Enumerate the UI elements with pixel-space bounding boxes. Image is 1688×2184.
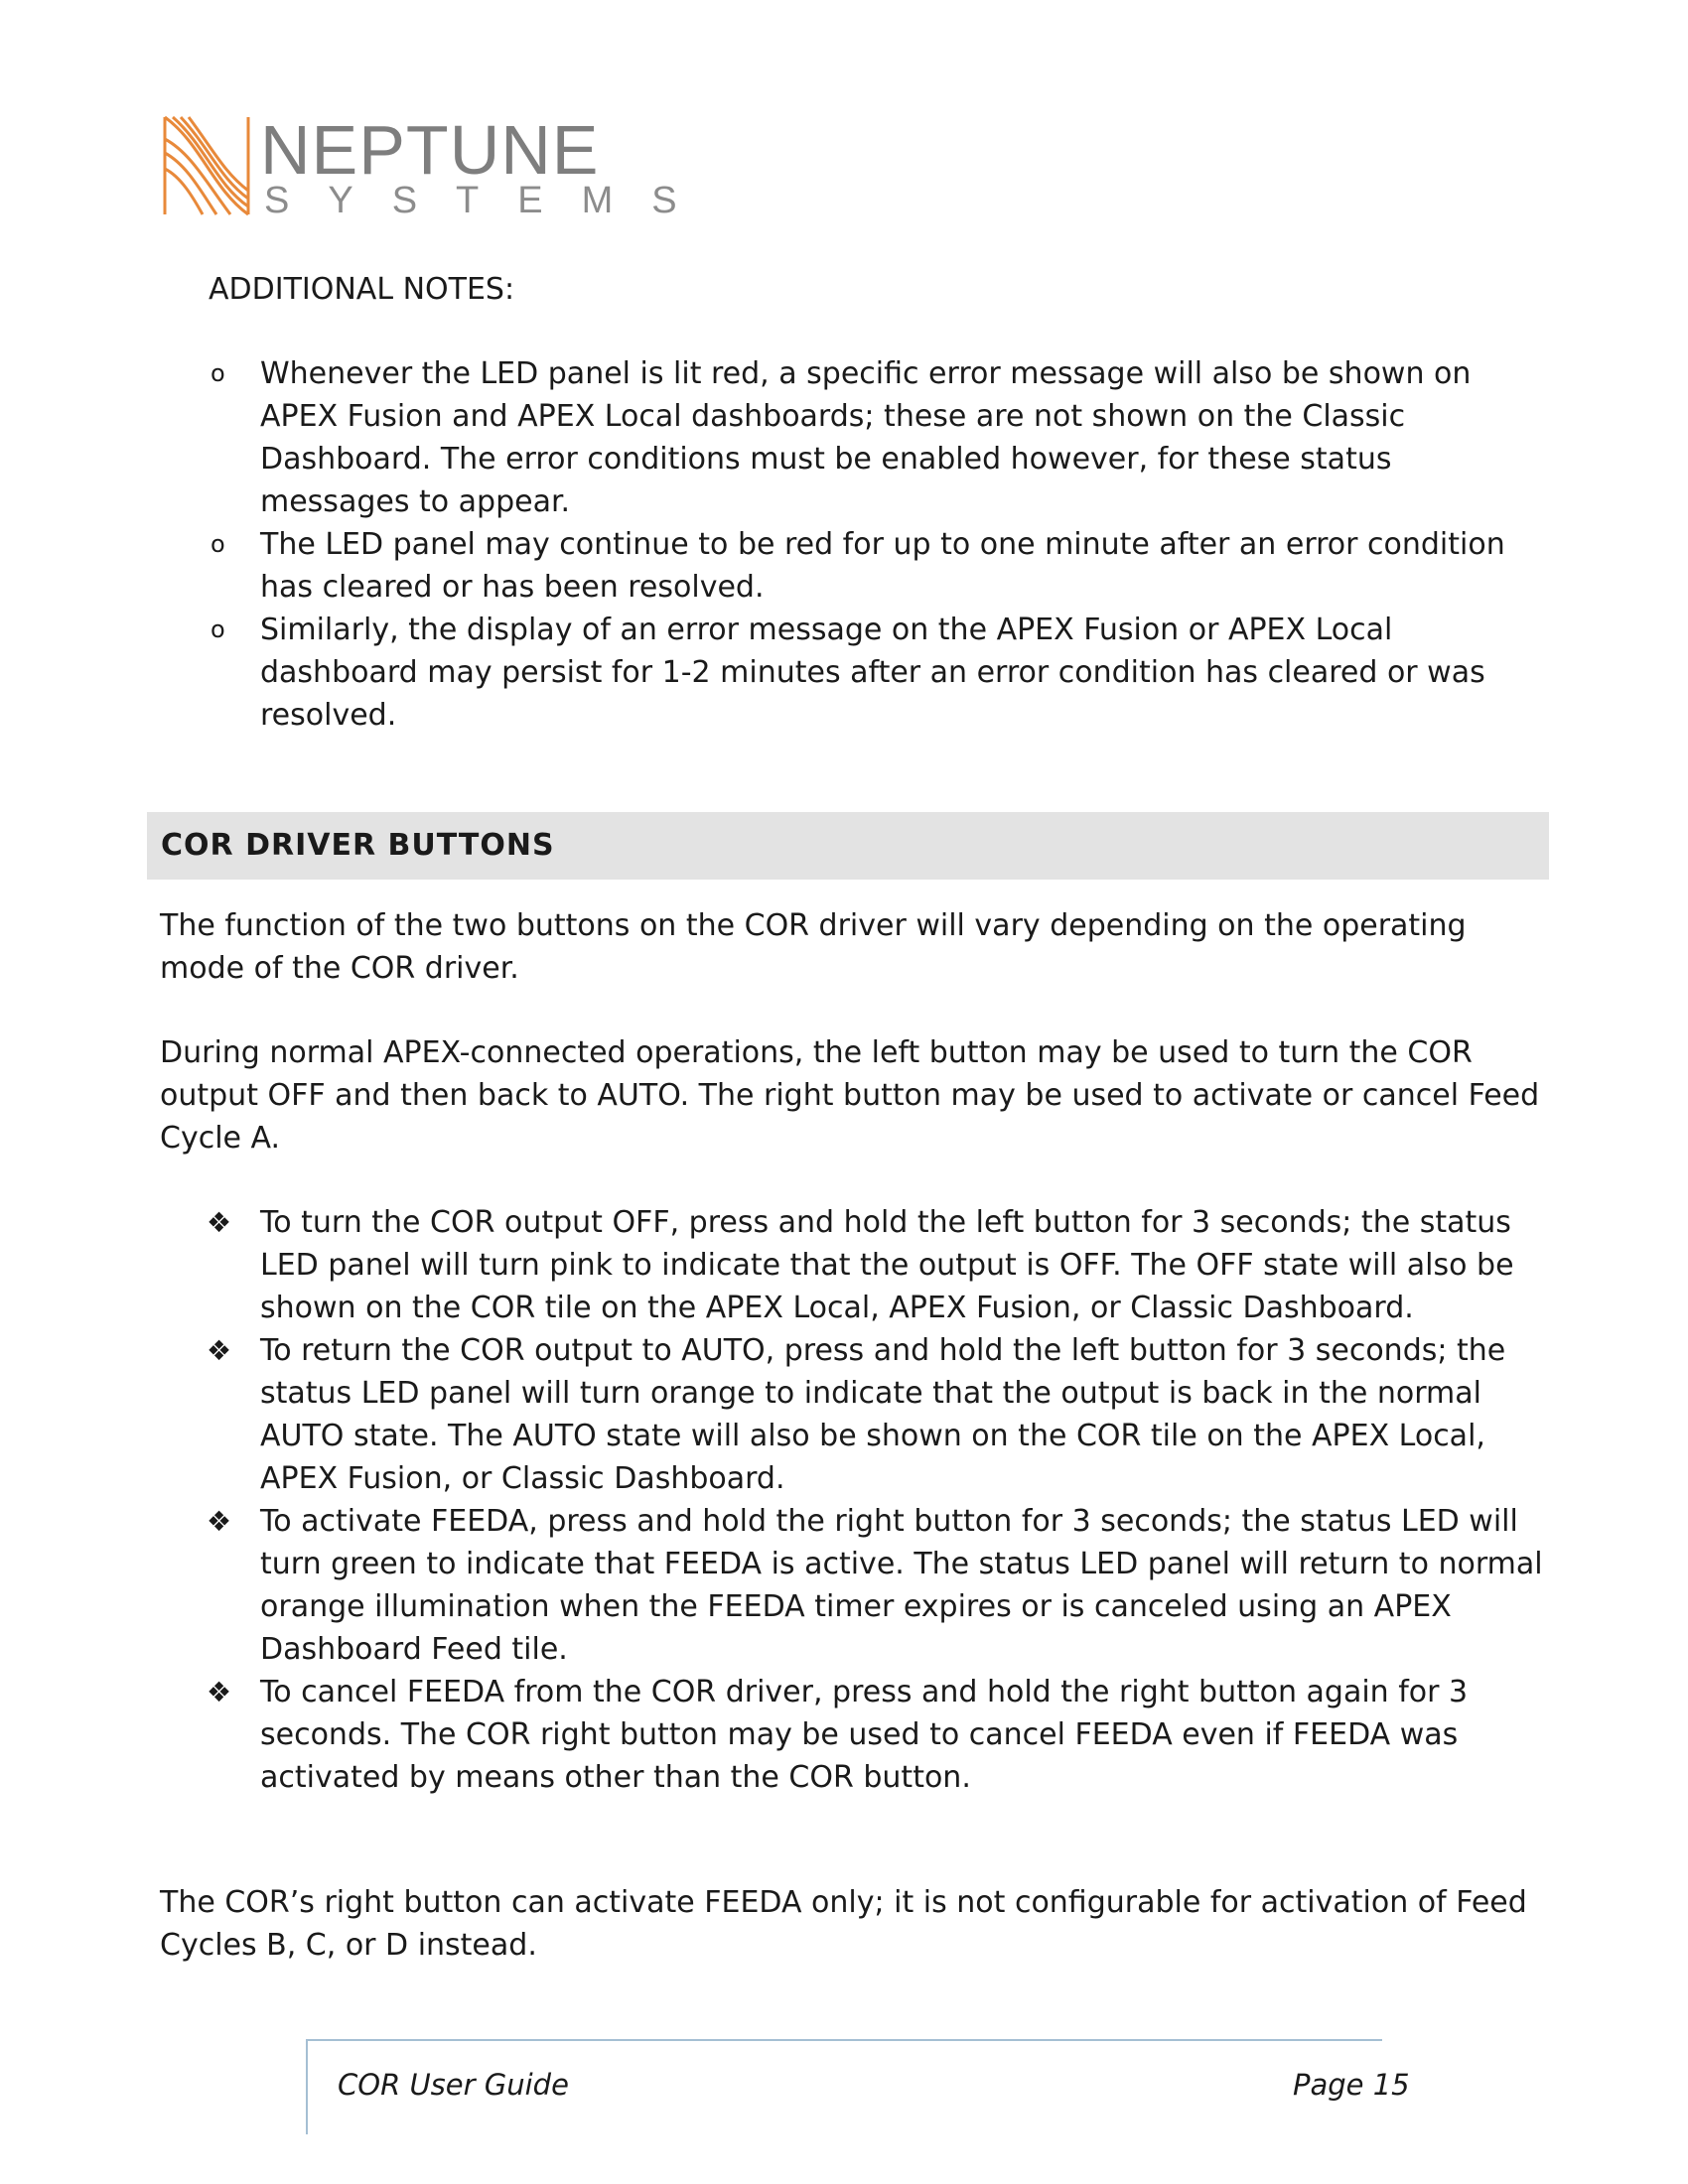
- section-header-bar: [147, 812, 1549, 880]
- list-item: [159, 352, 1549, 523]
- circle-bullet-icon: o: [211, 530, 225, 558]
- footer-document-title: COR User Guide: [338, 2068, 569, 2102]
- diamond-bullet-icon: ❖: [207, 1206, 232, 1239]
- list-item-text: To activate FEEDA, press and hold the right button for 3 seconds; the status LED will turn green to indicate that FEEDA is active. The status LED panel will return to normal orange illumination when the FEEDA timer expires or is canceled using an APEX Dashboard Feed tile.: [260, 1504, 1543, 1667]
- list-item: [159, 609, 1549, 737]
- list-item-text: The LED panel may continue to be red for up to one minute after an error condition has cleared or has been resolved.: [260, 527, 1505, 605]
- list-item-text: Similarly, the display of an error message on the APEX Fusion or APEX Local dashboard may persist for 1-2 minutes after an error condition has cleared or was resolved.: [260, 613, 1485, 733]
- circle-bullet-icon: o: [211, 359, 225, 387]
- list-item: [159, 1329, 1549, 1500]
- additional-notes-list: [159, 352, 1549, 737]
- list-item-text: To turn the COR output OFF, press and hold the left button for 3 seconds; the status LED panel will turn pink to indicate that the output is OFF. The OFF state will also be shown on the COR tile on the APEX Local, APEX Fusion, or Classic Dashboard.: [260, 1205, 1514, 1325]
- list-item: [159, 1671, 1549, 1799]
- list-item-text: To cancel FEEDA from the COR driver, press and hold the right button again for 3 seconds. The COR right button may be used to cancel FEEDA even if FEEDA was activated by means other than the COR button.: [260, 1675, 1469, 1795]
- list-item-text: Whenever the LED panel is lit red, a specific error message will also be shown on APEX Fusion and APEX Local dashboards; these are not shown on the Classic Dashboard. The error conditions must be enabled however, for these status messages to appear.: [260, 356, 1472, 519]
- diamond-bullet-icon: ❖: [207, 1676, 232, 1708]
- button-actions-list: [159, 1201, 1549, 1799]
- paragraph-normal-operations: During normal APEX-connected operations, the left button may be used to turn the COR output OFF and then back to AUTO. The right button may be used to activate or cancel Feed Cycle A.: [160, 1035, 1540, 1156]
- logo-wordmark-neptune: NEPTUNE: [260, 111, 600, 189]
- logo-wordmark-systems: SYSTEMS: [264, 180, 716, 221]
- list-item: [159, 1500, 1549, 1671]
- additional-notes-heading: ADDITIONAL NOTES:: [209, 272, 515, 307]
- neptune-systems-logo: [161, 111, 716, 222]
- footer-divider-horizontal: [306, 2039, 1382, 2041]
- list-item: [159, 523, 1549, 609]
- paragraph-function: The function of the two buttons on the COR driver will vary depending on the operating mode of the COR driver.: [160, 908, 1467, 986]
- diamond-bullet-icon: ❖: [207, 1334, 232, 1367]
- paragraph-feeda-only: The COR’s right button can activate FEEDA only; it is not configurable for activation of Feed Cycles B, C, or D instead.: [160, 1885, 1527, 1963]
- footer-divider-vertical: [306, 2039, 308, 2134]
- list-item-text: To return the COR output to AUTO, press and hold the left button for 3 seconds; the status LED panel will turn orange to indicate that the output is back in the normal AUTO state. The AUTO state will also be shown on the COR tile on the APEX Local, APEX Fusion, or Classic Dashboard.: [260, 1333, 1506, 1496]
- section-title: COR DRIVER BUTTONS: [161, 828, 555, 863]
- circle-bullet-icon: o: [211, 615, 225, 643]
- neptune-wave-logo-icon: [161, 113, 252, 218]
- footer-page-number: Page 15: [1293, 2068, 1410, 2102]
- diamond-bullet-icon: ❖: [207, 1505, 232, 1538]
- list-item: [159, 1201, 1549, 1329]
